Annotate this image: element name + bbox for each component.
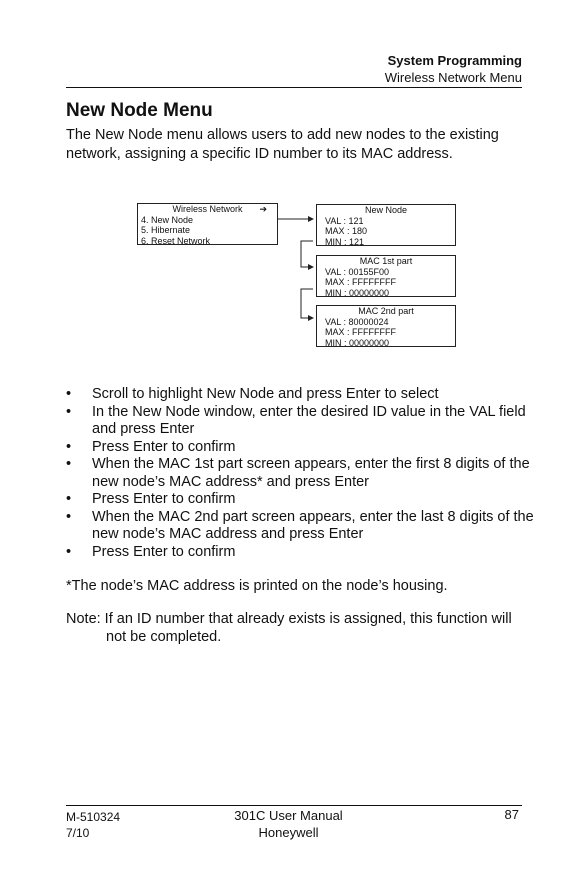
mac-2nd-part-box [316, 305, 456, 347]
mac1-box-title: MAC 1st part [359, 256, 413, 266]
mac2-box-title: MAC 2nd part [358, 306, 414, 316]
list-item: • When the MAC 2nd part screen appears, enter the last 8 digits of the new node’s MAC address and press Enter [66, 509, 536, 544]
footer-center [0, 807, 577, 841]
menu-item-reset-network: 6. Reset Network [141, 235, 211, 246]
manual-title: 301C User Manual [234, 808, 343, 823]
list-item: • In the New Node window, enter the desired ID value in the VAL field and press Enter [66, 404, 536, 439]
mac1-min: MIN : 00000000 [325, 287, 390, 298]
mac2-max: MAX : FFFFFFFF [325, 327, 396, 337]
note [66, 610, 526, 646]
page-number: 87 [504, 807, 519, 822]
new-node-box-title: New Node [364, 205, 408, 215]
intro-paragraph: The New Node menu allows users to add new nodes to the existing network, assigning a specific ID number to its MAC address. [66, 127, 499, 162]
section-title: New Node Menu [66, 100, 213, 121]
arrow-right-icon: ➔ [259, 204, 267, 214]
new-node-max: MAX : 180 [325, 226, 368, 236]
new-node-min: MIN : 121 [325, 236, 365, 247]
doc-date: 7/10 [66, 826, 90, 840]
list-item: • Press Enter to confirm [66, 544, 536, 562]
menu-item-hibernate: 5. Hibernate [141, 225, 191, 235]
wireless-network-menu-box [137, 203, 278, 245]
mac2-min: MIN : 00000000 [325, 337, 390, 348]
mac-1st-part-box [316, 255, 456, 297]
company-name: Honeywell [258, 825, 319, 840]
mac2-val: VAL : 80000024 [325, 316, 389, 327]
mac1-max: MAX : FFFFFFFF [325, 277, 396, 287]
list-item: • Press Enter to confirm [66, 439, 536, 457]
menu-box-title: Wireless Network [172, 204, 243, 214]
mac1-val: VAL : 00155F00 [325, 266, 390, 277]
note-line-1: Note: If an ID number that already exists is assigned, this function will [66, 611, 512, 627]
list-item: • Scroll to highlight New Node and press Enter to select [66, 386, 536, 404]
list-item: • When the MAC 1st part screen appears, enter the first 8 digits of the new node’s MAC address* and press Enter [66, 456, 536, 491]
new-node-box [316, 204, 456, 246]
mac-address-footnote: *The node’s MAC address is printed on the node’s housing. [66, 578, 448, 594]
connector-mac2 [301, 289, 313, 318]
note-line-2: not be completed. [106, 629, 222, 645]
connector-mac1 [301, 241, 313, 267]
list-item: • Press Enter to confirm [66, 491, 536, 509]
footer-rule [66, 805, 522, 806]
header-title: System Programming [387, 53, 522, 68]
doc-number: M-510324 [66, 810, 121, 824]
instruction-list [66, 386, 536, 561]
header-subtitle: Wireless Network Menu [384, 70, 522, 85]
menu-item-new-node: 4. New Node [141, 214, 194, 225]
new-node-val: VAL : 121 [325, 215, 364, 226]
header-rule [66, 87, 522, 88]
